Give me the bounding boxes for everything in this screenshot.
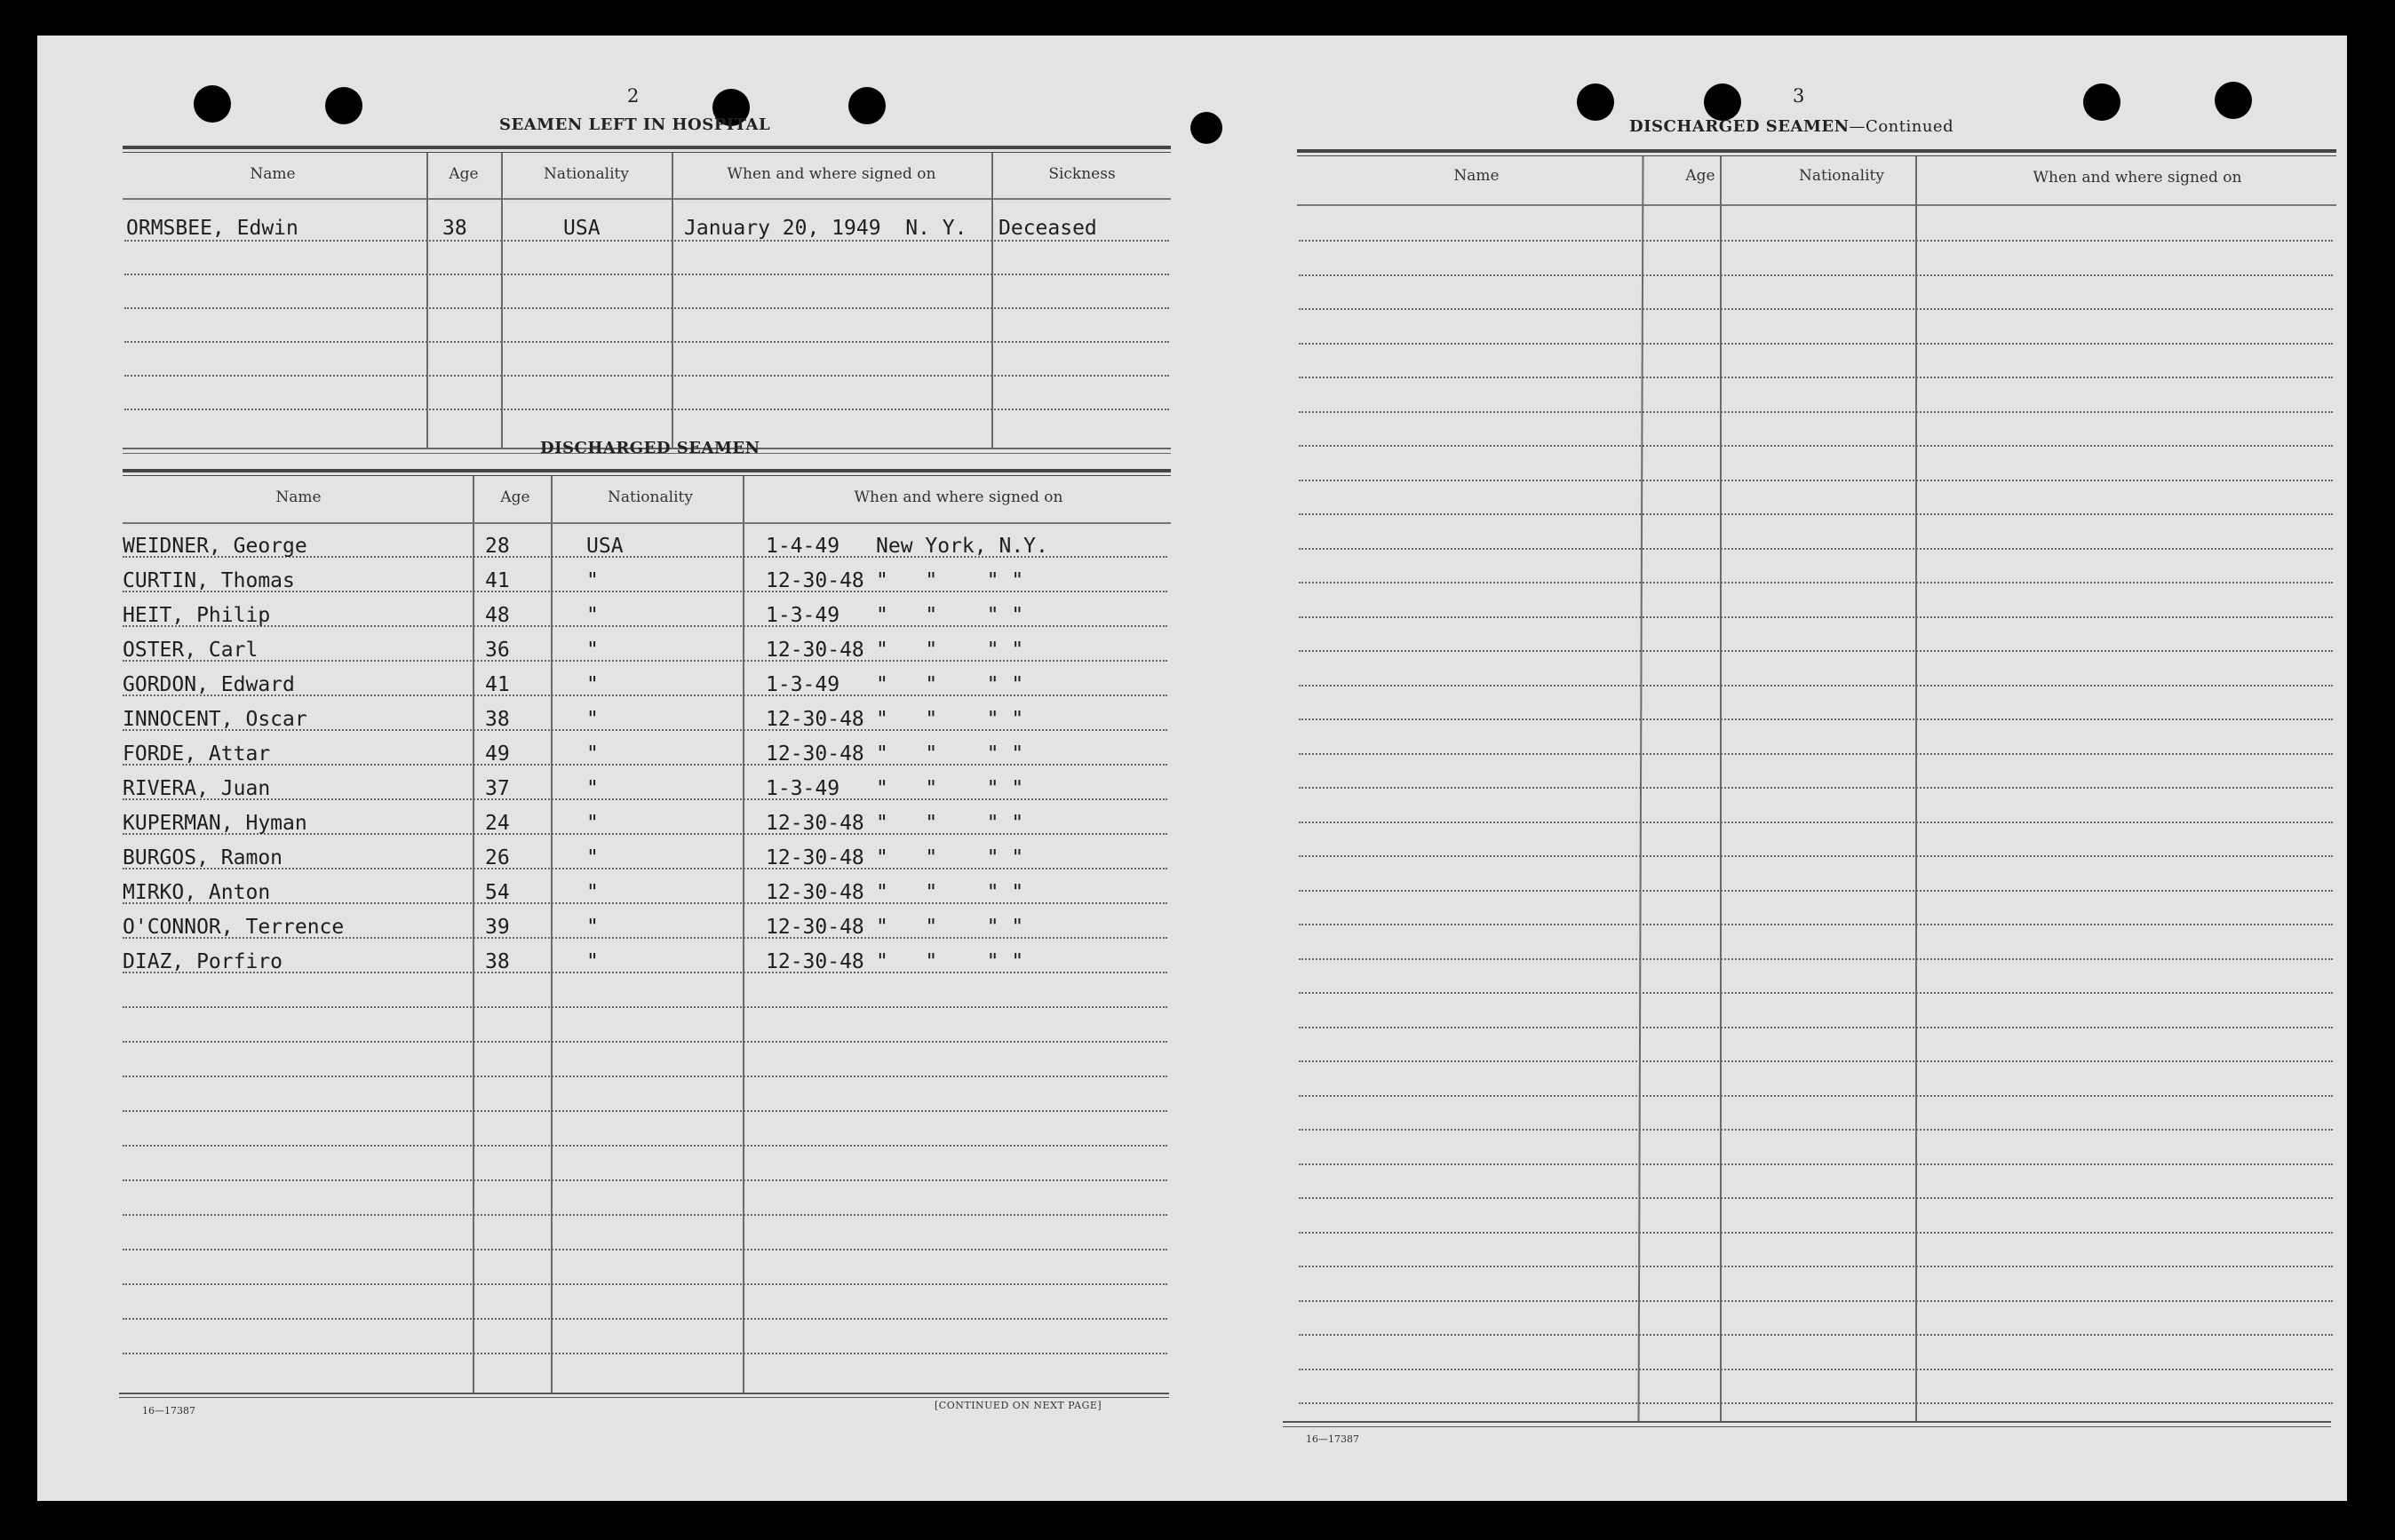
discharged-row-date: 1-3-49 bbox=[766, 604, 840, 627]
discharged-row-date: 12-30-48 bbox=[766, 708, 864, 731]
discharged-row-date: 1-3-49 bbox=[766, 673, 840, 696]
discharged-row-date: 12-30-48 bbox=[766, 916, 864, 939]
ruled-line bbox=[1299, 822, 2333, 823]
discharged-row-name: MIRKO, Anton bbox=[123, 881, 271, 904]
ruled-line bbox=[1299, 924, 2333, 925]
document-sheet bbox=[37, 36, 2347, 1501]
right-section-title bbox=[1629, 117, 1953, 136]
page-number: 2 bbox=[627, 85, 640, 107]
discharged-row-name: OSTER, Carl bbox=[123, 639, 259, 662]
hospital-row-name: ORMSBEE, Edwin bbox=[126, 217, 298, 240]
ruled-line bbox=[1299, 1300, 2333, 1302]
ruled-line bbox=[1299, 343, 2333, 345]
ruled-line bbox=[1299, 1369, 2333, 1370]
punch-hole bbox=[1704, 83, 1741, 121]
discharged-row-age: 48 bbox=[485, 604, 510, 627]
right-section-title-continued: —Continued bbox=[1849, 117, 1954, 136]
hospital-row-signed-on: January 20, 1949 N. Y. bbox=[684, 217, 967, 240]
punch-hole bbox=[2083, 83, 2120, 121]
ruled-line bbox=[123, 1353, 1167, 1354]
discharged-row-name: FORDE, Attar bbox=[123, 742, 271, 766]
right-header-nationality: Nationality bbox=[1799, 167, 1884, 185]
discharged-row-age: 24 bbox=[485, 812, 510, 835]
discharged-row-name: INNOCENT, Oscar bbox=[123, 708, 307, 731]
form-number: 16—17387 bbox=[142, 1405, 195, 1417]
right-section-title-main: DISCHARGED SEAMEN bbox=[1629, 117, 1850, 136]
hospital-header-age: Age bbox=[449, 165, 479, 183]
ruled-line bbox=[1299, 1163, 2333, 1165]
hospital-row-nationality: USA bbox=[563, 217, 601, 240]
discharged-row-place: " " " " bbox=[876, 708, 1024, 731]
ruled-line bbox=[1299, 1095, 2333, 1097]
ruled-line bbox=[1299, 1027, 2333, 1028]
discharged-row-name: DIAZ, Porfiro bbox=[123, 950, 283, 973]
ruled-line bbox=[1299, 411, 2333, 413]
ruled-line bbox=[123, 1283, 1167, 1285]
right-header-name: Name bbox=[1453, 167, 1500, 185]
discharged-row-name: RIVERA, Juan bbox=[123, 777, 271, 800]
discharged-row-date: 12-30-48 bbox=[766, 950, 864, 973]
ruled-line bbox=[1299, 548, 2333, 550]
discharged-row-name: WEIDNER, George bbox=[123, 535, 307, 558]
discharged-row-name: O'CONNOR, Terrence bbox=[123, 916, 345, 939]
discharged-row-nationality: " bbox=[586, 604, 599, 627]
discharged-header-signed-on: When and where signed on bbox=[854, 488, 1063, 506]
discharged-row-date: 1-3-49 bbox=[766, 777, 840, 800]
discharged-row-date: 12-30-48 bbox=[766, 812, 864, 835]
discharged-row-name: HEIT, Philip bbox=[123, 604, 271, 627]
discharged-row-date: 12-30-48 bbox=[766, 569, 864, 592]
discharged-row-name: BURGOS, Ramon bbox=[123, 846, 283, 869]
ruled-line bbox=[123, 1249, 1167, 1250]
discharged-row-nationality: " bbox=[586, 916, 599, 939]
discharged-row-age: 41 bbox=[485, 673, 510, 696]
hospital-header-name: Name bbox=[250, 165, 296, 183]
discharged-row-age: 37 bbox=[485, 777, 510, 800]
discharged-row-nationality: " bbox=[586, 673, 599, 696]
discharged-row-place: " " " " bbox=[876, 639, 1024, 662]
discharged-row-date: 12-30-48 bbox=[766, 846, 864, 869]
discharged-row-nationality: " bbox=[586, 742, 599, 766]
ruled-line bbox=[1299, 616, 2333, 618]
ruled-line bbox=[1299, 582, 2333, 583]
discharged-row-nationality: " bbox=[586, 569, 599, 592]
ruled-line bbox=[123, 1145, 1167, 1147]
ruled-line bbox=[123, 1041, 1167, 1043]
discharged-row-name: CURTIN, Thomas bbox=[123, 569, 295, 592]
discharged-row-age: 36 bbox=[485, 639, 510, 662]
form-number: 16—17387 bbox=[1306, 1433, 1359, 1445]
punch-hole bbox=[848, 87, 886, 124]
discharged-row-nationality: " bbox=[586, 950, 599, 973]
discharged-row-age: 54 bbox=[485, 881, 510, 904]
discharged-row-place: " " " " bbox=[876, 846, 1024, 869]
ruled-line bbox=[1299, 958, 2333, 960]
discharged-row-place: " " " " bbox=[876, 881, 1024, 904]
hospital-row-age: 38 bbox=[442, 217, 467, 240]
discharged-row-nationality: " bbox=[586, 777, 599, 800]
discharged-row-age: 41 bbox=[485, 569, 510, 592]
ruled-line bbox=[1299, 1334, 2333, 1336]
discharged-row-place: " " " " bbox=[876, 569, 1024, 592]
ruled-line bbox=[1299, 377, 2333, 378]
ruled-line bbox=[123, 1076, 1167, 1077]
ruled-line bbox=[1299, 1129, 2333, 1131]
ruled-line bbox=[1299, 753, 2333, 755]
ruled-line bbox=[1299, 513, 2333, 515]
ruled-line bbox=[123, 1006, 1167, 1008]
ruled-line bbox=[123, 1318, 1167, 1320]
discharged-row-place: New York, N.Y. bbox=[876, 535, 1048, 558]
discharged-row-nationality: " bbox=[586, 708, 599, 731]
ruled-line bbox=[1299, 685, 2333, 687]
page-number: 3 bbox=[1793, 85, 1805, 107]
ruled-line bbox=[1299, 992, 2333, 994]
discharged-row-place: " " " " bbox=[876, 950, 1024, 973]
discharged-row-place: " " " " bbox=[876, 777, 1024, 800]
ruled-line bbox=[1299, 274, 2333, 276]
discharged-row-place: " " " " bbox=[876, 604, 1024, 627]
punch-hole bbox=[1190, 112, 1222, 144]
hospital-row-sickness: Deceased bbox=[999, 217, 1097, 240]
discharged-row-place: " " " " bbox=[876, 812, 1024, 835]
ruled-line bbox=[123, 1179, 1167, 1181]
discharged-row-age: 39 bbox=[485, 916, 510, 939]
discharged-row-age: 28 bbox=[485, 535, 510, 558]
discharged-row-place: " " " " bbox=[876, 742, 1024, 766]
discharged-row-age: 38 bbox=[485, 708, 510, 731]
ruled-line bbox=[1299, 787, 2333, 789]
discharged-row-age: 38 bbox=[485, 950, 510, 973]
discharged-section-title: DISCHARGED SEAMEN bbox=[540, 439, 760, 457]
ruled-line bbox=[1299, 650, 2333, 652]
hospital-top-rule bbox=[123, 146, 1171, 149]
ruled-line bbox=[1299, 1197, 2333, 1199]
discharged-row-place: " " " " bbox=[876, 916, 1024, 939]
discharged-row-name: KUPERMAN, Hyman bbox=[123, 812, 307, 835]
ruled-line bbox=[1299, 308, 2333, 310]
discharged-row-date: 1-4-49 bbox=[766, 535, 840, 558]
right-header-signed-on: When and where signed on bbox=[2033, 169, 2242, 187]
hospital-section-title: SEAMEN LEFT IN HOSPITAL bbox=[499, 115, 771, 134]
punch-hole bbox=[2215, 82, 2252, 119]
discharged-row-nationality: " bbox=[586, 846, 599, 869]
discharged-row-age: 49 bbox=[485, 742, 510, 766]
hospital-header-sickness: Sickness bbox=[1048, 165, 1116, 183]
ruled-line bbox=[1299, 1060, 2333, 1062]
discharged-header-nationality: Nationality bbox=[608, 488, 693, 506]
ruled-line bbox=[1299, 890, 2333, 892]
hospital-header-signed-on: When and where signed on bbox=[727, 165, 936, 183]
right-header-age: Age bbox=[1685, 167, 1715, 185]
ruled-line bbox=[1299, 445, 2333, 447]
discharged-row-nationality: " bbox=[586, 812, 599, 835]
ruled-line bbox=[1299, 1402, 2333, 1404]
discharged-row-date: 12-30-48 bbox=[766, 639, 864, 662]
punch-hole bbox=[325, 87, 362, 124]
discharged-row-name: GORDON, Edward bbox=[123, 673, 295, 696]
discharged-row-date: 12-30-48 bbox=[766, 742, 864, 766]
discharged-header-name: Name bbox=[275, 488, 322, 506]
ruled-line bbox=[1299, 240, 2333, 242]
ruled-line bbox=[1299, 855, 2333, 857]
ruled-line bbox=[1299, 480, 2333, 481]
discharged-row-nationality: " bbox=[586, 639, 599, 662]
discharged-row-nationality: " bbox=[586, 881, 599, 904]
discharged-header-age: Age bbox=[500, 488, 530, 506]
discharged-row-date: 12-30-48 bbox=[766, 881, 864, 904]
ruled-line bbox=[123, 1214, 1167, 1216]
ruled-line bbox=[1299, 1266, 2333, 1267]
hospital-header-nationality: Nationality bbox=[544, 165, 629, 183]
ruled-line bbox=[1299, 718, 2333, 720]
discharged-row-age: 26 bbox=[485, 846, 510, 869]
ruled-line bbox=[123, 1110, 1167, 1112]
discharged-row-nationality: USA bbox=[586, 535, 624, 558]
punch-hole bbox=[1577, 83, 1614, 121]
discharged-row-place: " " " " bbox=[876, 673, 1024, 696]
continued-note: [CONTINUED ON NEXT PAGE] bbox=[935, 1400, 1102, 1411]
ruled-line bbox=[1299, 1232, 2333, 1234]
punch-hole bbox=[194, 85, 231, 123]
